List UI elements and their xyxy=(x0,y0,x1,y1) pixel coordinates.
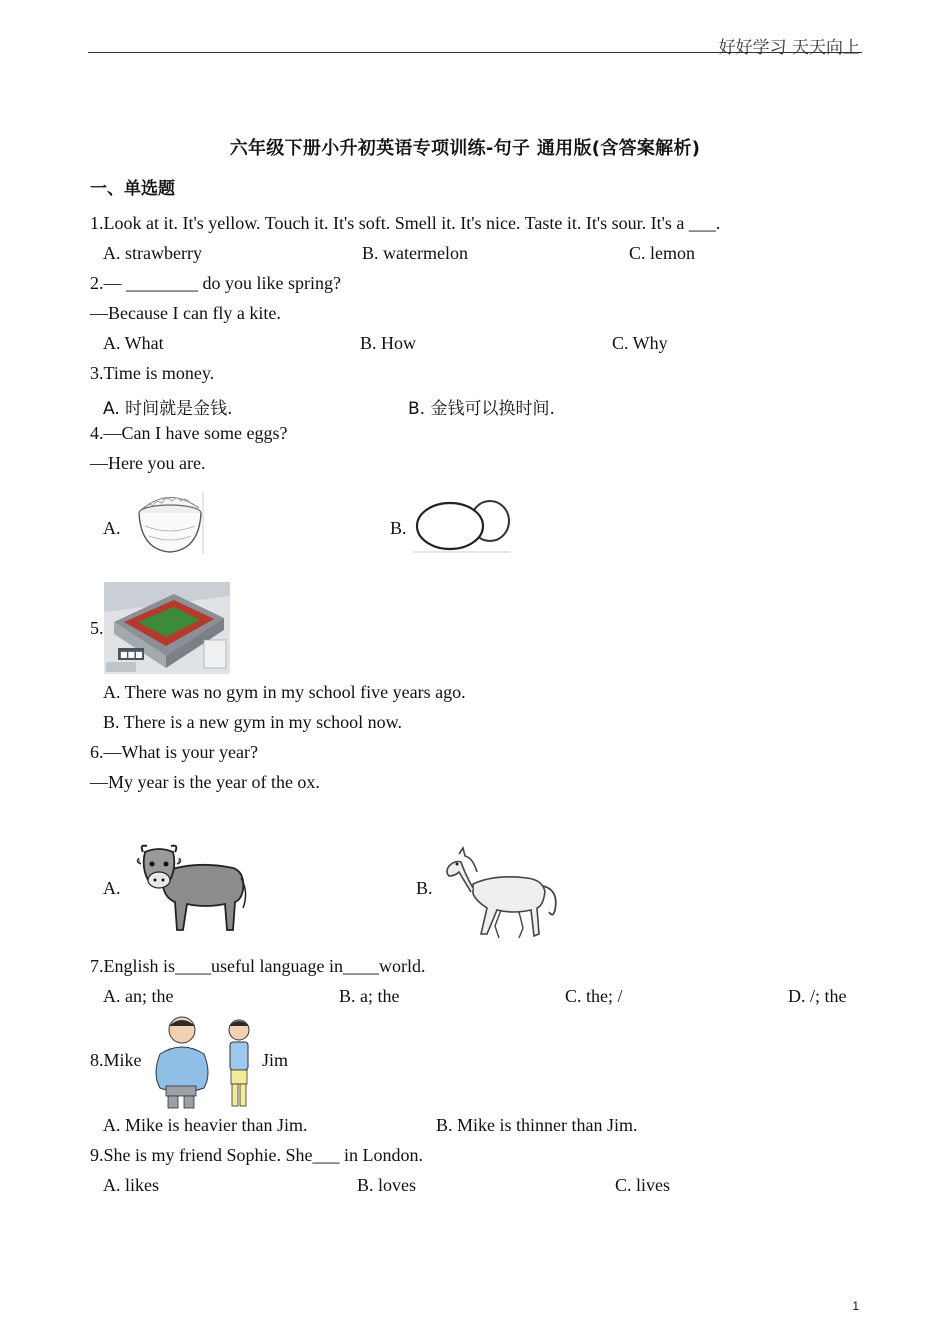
question-8-option-b[interactable]: B. Mike is thinner than Jim. xyxy=(436,1115,638,1135)
question-9-option-c[interactable]: C. lives xyxy=(615,1175,671,1195)
question-4-option-a[interactable]: A. xyxy=(103,518,121,538)
question-1-option-c[interactable]: C. lemon xyxy=(629,243,695,263)
horse-icon xyxy=(443,844,561,942)
eggs-icon xyxy=(412,496,512,554)
question-1-stem: 1.Look at it. It's yellow. Touch it. It's soft. Smell it. It's nice. Taste it. It's sour. It's a ___. xyxy=(90,213,721,233)
question-5-option-a[interactable]: A. There was no gym in my school five years ago. xyxy=(103,682,466,702)
question-8-stem: 8.Mike xyxy=(90,1050,142,1070)
question-8-option-a[interactable]: A. Mike is heavier than Jim. xyxy=(103,1115,308,1135)
question-2-answer-line: —Because I can fly a kite. xyxy=(90,303,281,323)
question-2-option-a[interactable]: A. What xyxy=(103,333,164,353)
page-title: 六年级下册小升初英语专项训练-句子 通用版(含答案解析) xyxy=(229,138,701,159)
question-9-stem: 9.She is my friend Sophie. She___ in London. xyxy=(90,1145,423,1165)
question-9-option-b[interactable]: B. loves xyxy=(357,1175,417,1195)
question-1-option-b[interactable]: B. watermelon xyxy=(362,243,468,263)
question-5-stem: 5. xyxy=(90,618,104,638)
question-8-jim-label: Jim xyxy=(262,1050,289,1070)
question-4-option-b[interactable]: B. xyxy=(390,518,407,538)
question-7-option-a[interactable]: A. an; the xyxy=(103,986,174,1006)
question-2-option-b[interactable]: B. How xyxy=(360,333,417,353)
question-4-stem: 4.—Can I have some eggs? xyxy=(90,423,288,443)
question-2-option-c[interactable]: C. Why xyxy=(612,333,668,353)
mike-and-jim-icon xyxy=(152,1014,262,1110)
ox-icon xyxy=(135,842,251,936)
svg-text:■■■: ■■■ xyxy=(120,650,143,659)
section-heading: 一、单选题 xyxy=(90,179,175,199)
question-1-option-a[interactable]: A. strawberry xyxy=(103,243,202,263)
question-7-stem: 7.English is____useful language in____world. xyxy=(90,956,426,976)
question-6-option-b[interactable]: B. xyxy=(416,878,433,898)
question-3-option-b[interactable]: B. 金钱可以换时间. xyxy=(408,399,555,419)
page-number: 1 xyxy=(852,1299,859,1313)
rice-bowl-icon xyxy=(133,488,205,556)
header-divider xyxy=(88,52,862,53)
question-3-option-a[interactable]: A. 时间就是金钱. xyxy=(103,399,233,419)
stadium-icon xyxy=(104,582,230,674)
question-7-option-c[interactable]: C. the; / xyxy=(565,986,623,1006)
question-3-stem: 3.Time is money. xyxy=(90,363,215,383)
question-6-stem: 6.—What is your year? xyxy=(90,742,258,762)
question-6-answer-line: —My year is the year of the ox. xyxy=(90,772,320,792)
question-2-stem: 2.— ________ do you like spring? xyxy=(90,273,341,293)
question-5-option-b[interactable]: B. There is a new gym in my school now. xyxy=(103,712,402,732)
header-motto: 好好学习 天天向上 xyxy=(718,38,860,58)
question-7-option-d[interactable]: D. /; the xyxy=(788,986,847,1006)
question-7-option-b[interactable]: B. a; the xyxy=(339,986,400,1006)
question-9-option-a[interactable]: A. likes xyxy=(103,1175,159,1195)
question-6-option-a[interactable]: A. xyxy=(103,878,121,898)
question-4-answer-line: —Here you are. xyxy=(90,453,206,473)
